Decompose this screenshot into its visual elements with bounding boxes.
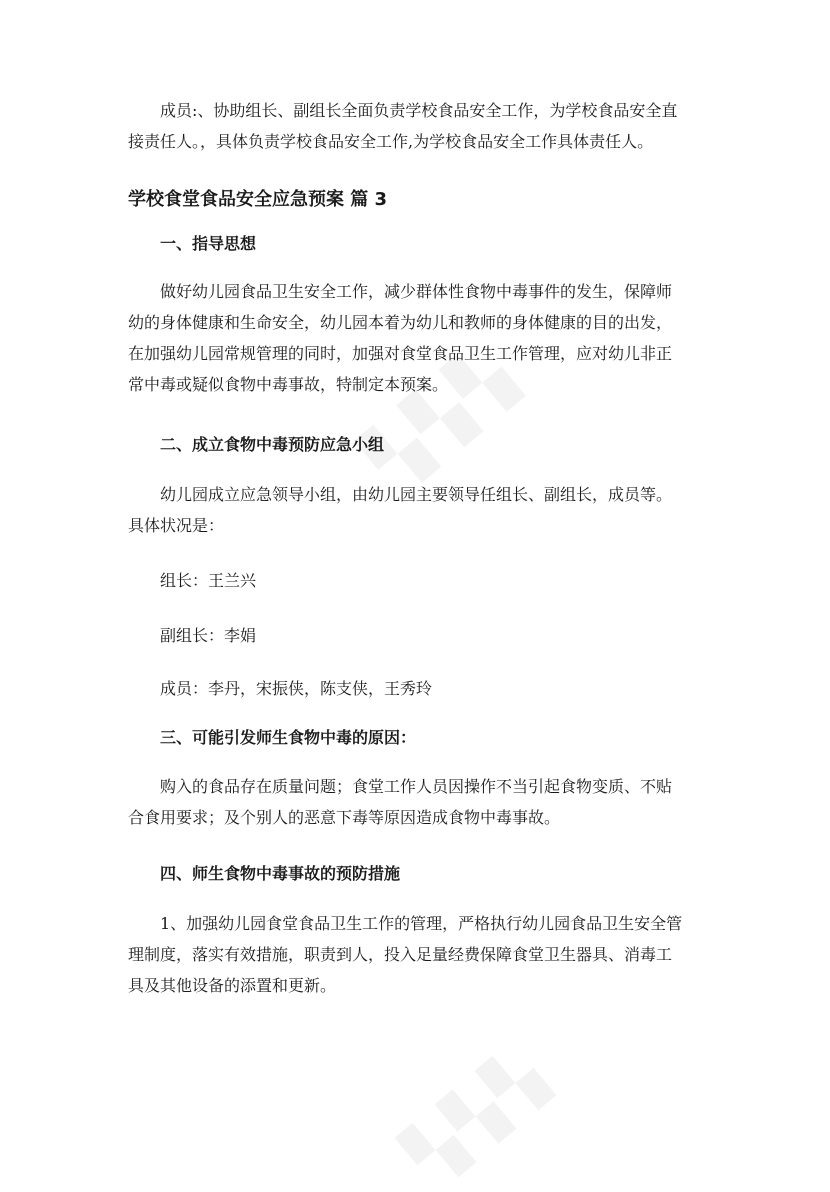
text-line: 常中毒或疑似食物中毒事故，特制定本预案。: [128, 375, 449, 394]
text-line: 具体状况是：: [128, 516, 225, 535]
text-line: 做好幼儿园食品卫生安全工作，减少群体性食物中毒事件的发生，保障师: [160, 282, 673, 301]
paragraph-prevention-measures: [128, 908, 706, 1001]
paragraph-poisoning-causes: [128, 771, 706, 833]
group-deputy: [128, 620, 706, 651]
heading-emergency-group: 二、成立食物中毒预防应急小组: [160, 435, 385, 454]
heading-guiding-ideology: 一、指导思想: [160, 234, 257, 253]
text-line: 理制度，落实有效措施，职责到人，投入足量经费保障食堂卫生器具、消毒工: [128, 945, 673, 964]
text-line: 幼的身体健康和生命安全，幼儿园本着为幼儿和教师的身体健康的目的出发，: [128, 313, 673, 332]
text-line: 组长：王兰兴: [160, 571, 257, 590]
text-line: 具及其他设备的添置和更新。: [128, 976, 337, 995]
intro-members-paragraph: [128, 95, 706, 157]
text-line: 成员：李丹，宋振侠，陈支侠，王秀玲: [160, 679, 433, 698]
section-title: 学校食堂食品安全应急预案 篇 3: [128, 189, 388, 210]
text-line: 在加强幼儿园常规管理的同时，加强对食堂食品卫生工作管理，应对幼儿非正: [128, 344, 673, 363]
heading-prevention-measures: 四、师生食物中毒事故的预防措施: [160, 864, 401, 883]
group-members: [128, 673, 706, 704]
group-leader: [128, 565, 706, 596]
text-line: 成员:、协助组长、副组长全面负责学校食品安全工作，为学校食品安全直: [160, 101, 678, 120]
paragraph-emergency-group: [128, 479, 706, 541]
text-line: 1、加强幼儿园食堂食品卫生工作的管理，严格执行幼儿园食品卫生安全管: [160, 914, 683, 933]
text-line: 接责任人。，具体负责学校食品安全工作,为学校食品安全工作具体责任人。: [128, 132, 654, 151]
heading-poisoning-causes: 三、可能引发师生食物中毒的原因：: [160, 728, 417, 747]
watermark-mark: [396, 1038, 561, 1192]
text-line: 副组长：李娟: [160, 626, 257, 645]
paragraph-guiding-ideology: [128, 276, 706, 400]
text-line: 幼儿园成立应急领导小组，由幼儿园主要领导任组长、副组长，成员等。: [160, 485, 673, 504]
text-line: 购入的食品存在质量问题；食堂工作人员因操作不当引起食物变质、不贴: [160, 777, 673, 796]
text-line: 合食用要求；及个别人的恶意下毒等原因造成食物中毒事故。: [128, 808, 561, 827]
